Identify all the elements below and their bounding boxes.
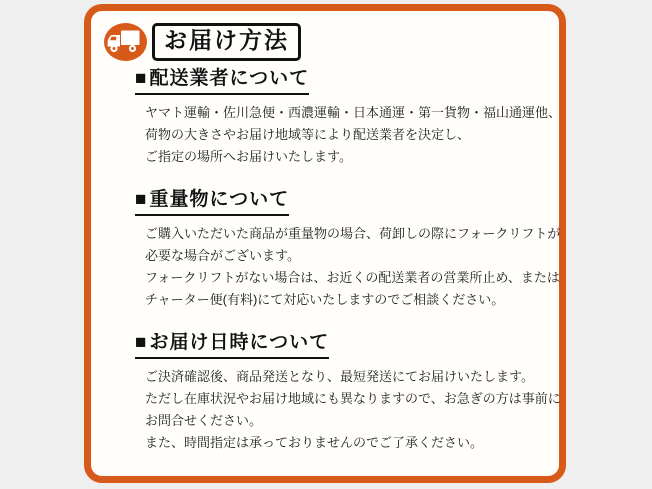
delivery-info-panel <box>84 4 566 483</box>
square-bullet-icon: ■ <box>135 189 148 210</box>
body-line: 必要な場合がございます。 <box>145 248 300 263</box>
square-bullet-icon: ■ <box>135 68 148 89</box>
sections-container <box>135 63 562 470</box>
body-line: フォークリフトがない場合は、お近くの配送業者の営業所止め、または <box>145 270 560 285</box>
square-bullet-icon: ■ <box>135 332 148 353</box>
body-line: ただし在庫状況やお届け地域にも異なりますので、お急ぎの方は事前に <box>145 391 561 406</box>
body-line: チャーター便(有料)にて対応いたしますのでご相談ください。 <box>145 292 505 307</box>
body-line: お問合せください。 <box>145 413 263 428</box>
page-title: お届け方法 <box>152 23 301 60</box>
section-shipping-carriers <box>135 63 562 168</box>
section-delivery-datetime <box>135 327 561 454</box>
body-line: また、時間指定は承っておりませんのでご了承ください。 <box>145 435 484 450</box>
body-line: ご決済確認後、商品発送となり、最短発送にてお届けいたします。 <box>145 369 534 384</box>
section-heading <box>135 184 289 216</box>
section-heavy-items <box>135 184 561 311</box>
panel-header <box>103 22 301 62</box>
body-line: ご購入いただいた商品が重量物の場合、荷卸しの際にフォークリフトが <box>145 226 561 241</box>
body-line: ヤマト運輸・佐川急便・西濃運輸・日本通運・第一貨物・福山通運他、 <box>145 105 562 120</box>
section-body <box>145 366 561 454</box>
section-heading <box>135 63 309 95</box>
section-heading-text: 重量物について <box>149 189 290 210</box>
body-line: ご指定の場所へお届けいたします。 <box>145 149 352 164</box>
section-heading-text: 配送業者について <box>149 68 310 89</box>
section-body <box>145 223 561 311</box>
section-heading-text: お届け日時について <box>149 332 330 353</box>
section-heading <box>135 327 329 359</box>
truck-icon <box>103 22 148 62</box>
section-body <box>145 102 562 168</box>
body-line: 荷物の大きさやお届け地域等により配送業者を決定し、 <box>145 127 471 142</box>
